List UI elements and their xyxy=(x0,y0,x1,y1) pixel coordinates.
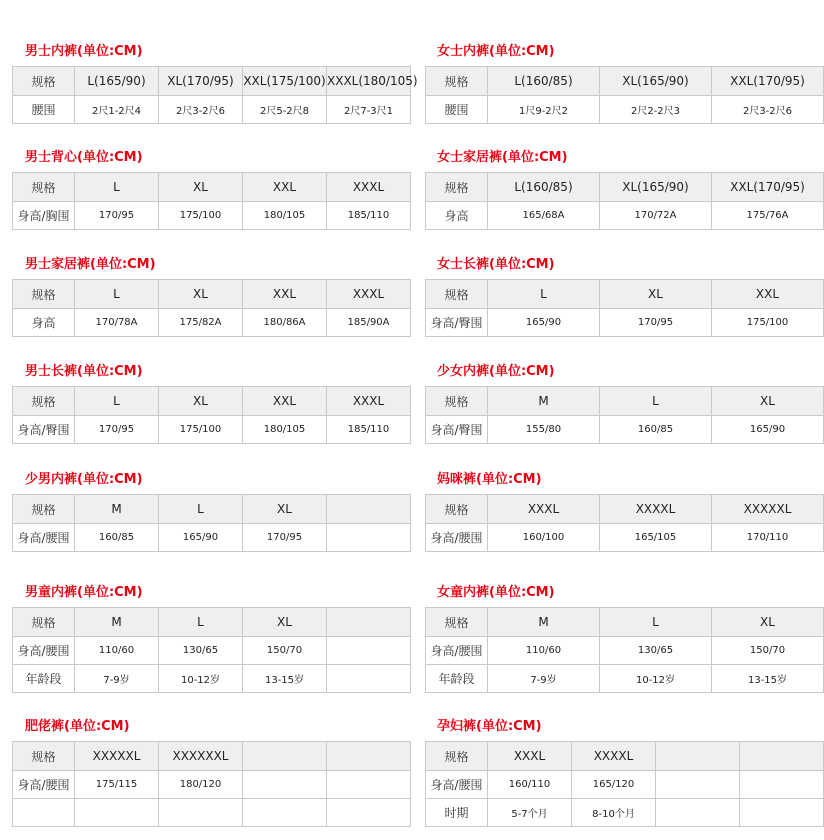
row-label-cell: 规格 xyxy=(426,608,488,637)
table-cell xyxy=(656,799,740,827)
size-header-cell: XXL(170/95) xyxy=(712,67,824,96)
table-cell xyxy=(656,771,740,799)
row-label-cell: 腰围 xyxy=(13,96,75,124)
row-label-cell: 身高/腰围 xyxy=(13,524,75,552)
table-row xyxy=(426,637,824,665)
table-cell: 170/95 xyxy=(600,309,712,337)
size-header-cell: XL xyxy=(243,608,327,637)
table-row xyxy=(426,665,824,693)
table-cell xyxy=(243,799,327,827)
table-row xyxy=(13,96,411,124)
table-row xyxy=(13,771,411,799)
table-cell: 180/105 xyxy=(243,202,327,230)
size-header-cell xyxy=(327,742,411,771)
table-cell: 170/95 xyxy=(243,524,327,552)
size-header-cell: XL xyxy=(600,280,712,309)
table-cell: 175/100 xyxy=(712,309,824,337)
table-header-row xyxy=(426,387,824,416)
size-header-cell xyxy=(327,608,411,637)
table-title: 男士家居裤(单位:CM) xyxy=(25,257,156,272)
row-label-cell: 规格 xyxy=(13,608,75,637)
size-table xyxy=(425,607,824,693)
table-title: 男士内裤(单位:CM) xyxy=(25,44,143,59)
table-cell: 165/105 xyxy=(600,524,712,552)
table-title: 男士长裤(单位:CM) xyxy=(25,364,143,379)
row-label-cell: 规格 xyxy=(426,742,488,771)
table-row xyxy=(13,202,411,230)
size-header-cell: L xyxy=(75,387,159,416)
size-header-cell: XXXL xyxy=(488,742,572,771)
table-title: 妈咪裤(单位:CM) xyxy=(437,472,542,487)
table-cell: 1尺9-2尺2 xyxy=(488,96,600,124)
table-cell: 130/65 xyxy=(159,637,243,665)
table-header-row xyxy=(13,495,411,524)
table-row xyxy=(13,524,411,552)
size-header-cell xyxy=(243,742,327,771)
size-header-cell: XXL xyxy=(243,280,327,309)
table-cell xyxy=(243,771,327,799)
table-cell: 13-15岁 xyxy=(712,665,824,693)
table-row xyxy=(426,309,824,337)
table-header-row xyxy=(13,387,411,416)
size-header-cell: XL(165/90) xyxy=(600,67,712,96)
table-title: 肥佬裤(单位:CM) xyxy=(25,719,130,734)
row-label-cell: 腰围 xyxy=(426,96,488,124)
size-header-cell: XXXL(180/105) xyxy=(327,67,411,96)
size-header-cell: XXXL xyxy=(327,280,411,309)
table-cell: 165/68A xyxy=(488,202,600,230)
size-header-cell xyxy=(327,495,411,524)
row-label-cell: 年龄段 xyxy=(13,665,75,693)
table-cell: 185/110 xyxy=(327,202,411,230)
size-table-block xyxy=(12,583,410,693)
size-table-block xyxy=(425,470,823,552)
row-label-cell: 身高 xyxy=(426,202,488,230)
table-title: 女士家居裤(单位:CM) xyxy=(437,150,568,165)
size-table-block xyxy=(12,717,410,827)
size-header-cell xyxy=(740,742,824,771)
table-cell: 150/70 xyxy=(243,637,327,665)
table-row xyxy=(13,799,411,827)
size-header-cell: XL xyxy=(159,387,243,416)
table-row xyxy=(13,309,411,337)
size-table xyxy=(425,494,824,552)
size-table xyxy=(12,279,411,337)
table-title: 女士内裤(单位:CM) xyxy=(437,44,555,59)
size-header-cell: L xyxy=(75,173,159,202)
table-cell: 160/85 xyxy=(75,524,159,552)
table-cell: 150/70 xyxy=(712,637,824,665)
table-cell: 180/105 xyxy=(243,416,327,444)
size-header-cell: XXXXXL xyxy=(712,495,824,524)
table-cell: 165/90 xyxy=(159,524,243,552)
row-label-cell: 身高/腰围 xyxy=(426,524,488,552)
size-header-cell: XXXL xyxy=(488,495,600,524)
row-label-cell: 规格 xyxy=(13,387,75,416)
row-label-cell: 身高/腰围 xyxy=(426,771,488,799)
table-cell xyxy=(75,799,159,827)
size-header-cell: XXXXXXL xyxy=(159,742,243,771)
size-header-cell: XXXL xyxy=(327,387,411,416)
size-header-cell xyxy=(656,742,740,771)
row-label-cell: 规格 xyxy=(426,67,488,96)
table-cell: 7-9岁 xyxy=(488,665,600,693)
size-header-cell: L xyxy=(75,280,159,309)
table-cell: 170/95 xyxy=(75,202,159,230)
row-label-cell: 身高/腰围 xyxy=(13,637,75,665)
row-label-cell: 规格 xyxy=(13,67,75,96)
table-cell: 110/60 xyxy=(488,637,600,665)
table-row xyxy=(13,637,411,665)
row-label-cell: 规格 xyxy=(426,173,488,202)
table-cell: 2尺5-2尺8 xyxy=(243,96,327,124)
table-cell xyxy=(327,771,411,799)
table-row xyxy=(13,416,411,444)
table-cell: 110/60 xyxy=(75,637,159,665)
table-header-row xyxy=(13,173,411,202)
table-header-row xyxy=(426,173,824,202)
table-cell xyxy=(327,665,411,693)
table-cell xyxy=(740,799,824,827)
size-header-cell: L xyxy=(488,280,600,309)
size-table xyxy=(425,66,824,124)
size-table xyxy=(12,66,418,124)
table-cell: 160/85 xyxy=(600,416,712,444)
table-cell: 130/65 xyxy=(600,637,712,665)
row-label-cell: 时期 xyxy=(426,799,488,827)
row-label-cell: 身高/腰围 xyxy=(426,637,488,665)
table-cell: 175/115 xyxy=(75,771,159,799)
size-header-cell: XXXXXL xyxy=(75,742,159,771)
table-cell: 165/90 xyxy=(488,309,600,337)
size-header-cell: M xyxy=(488,387,600,416)
size-header-cell: M xyxy=(75,608,159,637)
table-header-row xyxy=(426,67,824,96)
table-header-row xyxy=(13,67,411,96)
size-table-block xyxy=(12,470,410,552)
size-header-cell: XL xyxy=(712,387,824,416)
size-header-cell: XXXL xyxy=(327,173,411,202)
size-header-cell: L xyxy=(600,608,712,637)
table-cell: 170/78A xyxy=(75,309,159,337)
table-title: 男童内裤(单位:CM) xyxy=(25,585,143,600)
size-header-cell: L(160/85) xyxy=(488,173,600,202)
table-cell: 175/76A xyxy=(712,202,824,230)
table-cell: 175/82A xyxy=(159,309,243,337)
size-header-cell: XL xyxy=(243,495,327,524)
size-table-block xyxy=(12,42,418,124)
table-title: 女童内裤(单位:CM) xyxy=(437,585,555,600)
table-row xyxy=(426,771,824,799)
size-header-cell: XL(170/95) xyxy=(159,67,243,96)
row-label-cell xyxy=(13,799,75,827)
size-header-cell: M xyxy=(75,495,159,524)
table-cell: 7-9岁 xyxy=(75,665,159,693)
table-cell: 165/90 xyxy=(712,416,824,444)
table-cell: 160/110 xyxy=(488,771,572,799)
table-header-row xyxy=(426,608,824,637)
row-label-cell: 规格 xyxy=(426,280,488,309)
row-label-cell: 规格 xyxy=(13,173,75,202)
size-header-cell: L xyxy=(159,608,243,637)
table-cell: 8-10个月 xyxy=(572,799,656,827)
row-label-cell: 规格 xyxy=(13,280,75,309)
table-title: 少女内裤(单位:CM) xyxy=(437,364,555,379)
size-table xyxy=(425,279,824,337)
table-cell: 185/110 xyxy=(327,416,411,444)
row-label-cell: 身高 xyxy=(13,309,75,337)
table-cell: 2尺7-3尺1 xyxy=(327,96,411,124)
table-header-row xyxy=(426,280,824,309)
size-header-cell: XXL(175/100) xyxy=(243,67,327,96)
size-header-cell: XXXXL xyxy=(600,495,712,524)
table-row xyxy=(426,96,824,124)
size-table xyxy=(425,741,824,827)
size-header-cell: L(165/90) xyxy=(75,67,159,96)
size-header-cell: L(160/85) xyxy=(488,67,600,96)
table-cell: 175/100 xyxy=(159,416,243,444)
table-cell: 185/90A xyxy=(327,309,411,337)
size-table-block xyxy=(425,42,823,124)
size-header-cell: XXL xyxy=(243,173,327,202)
table-cell: 2尺3-2尺6 xyxy=(159,96,243,124)
table-cell: 180/86A xyxy=(243,309,327,337)
table-cell: 180/120 xyxy=(159,771,243,799)
size-header-cell: XXL(170/95) xyxy=(712,173,824,202)
table-cell xyxy=(327,799,411,827)
size-table xyxy=(12,386,411,444)
row-label-cell: 身高/胸围 xyxy=(13,202,75,230)
row-label-cell: 身高/臀围 xyxy=(13,416,75,444)
table-row xyxy=(426,524,824,552)
size-table xyxy=(12,607,411,693)
size-header-cell: XXL xyxy=(243,387,327,416)
size-table-block xyxy=(12,255,410,337)
size-header-cell: L xyxy=(600,387,712,416)
size-header-cell: L xyxy=(159,495,243,524)
row-label-cell: 身高/臀围 xyxy=(426,309,488,337)
row-label-cell: 规格 xyxy=(13,495,75,524)
table-header-row xyxy=(426,742,824,771)
table-title: 男士背心(单位:CM) xyxy=(25,150,143,165)
table-cell xyxy=(327,637,411,665)
table-cell: 10-12岁 xyxy=(600,665,712,693)
size-table-block xyxy=(425,148,823,230)
size-header-cell: XXL xyxy=(712,280,824,309)
size-header-cell: XL xyxy=(159,173,243,202)
table-cell: 2尺3-2尺6 xyxy=(712,96,824,124)
table-cell xyxy=(740,771,824,799)
table-header-row xyxy=(13,608,411,637)
table-cell: 10-12岁 xyxy=(159,665,243,693)
size-table-block xyxy=(425,255,823,337)
row-label-cell: 规格 xyxy=(426,387,488,416)
table-cell: 13-15岁 xyxy=(243,665,327,693)
table-header-row xyxy=(13,280,411,309)
table-cell: 170/72A xyxy=(600,202,712,230)
size-table xyxy=(12,741,411,827)
table-row xyxy=(426,416,824,444)
size-table xyxy=(425,386,824,444)
table-cell: 5-7个月 xyxy=(488,799,572,827)
table-cell: 2尺2-2尺3 xyxy=(600,96,712,124)
size-table xyxy=(12,494,411,552)
table-title: 孕妇裤(单位:CM) xyxy=(437,719,542,734)
row-label-cell: 身高/臀围 xyxy=(426,416,488,444)
table-header-row xyxy=(426,495,824,524)
table-cell: 2尺1-2尺4 xyxy=(75,96,159,124)
size-header-cell: XL xyxy=(712,608,824,637)
row-label-cell: 规格 xyxy=(426,495,488,524)
table-cell: 170/95 xyxy=(75,416,159,444)
table-cell xyxy=(327,524,411,552)
size-table-block xyxy=(425,583,823,693)
size-header-cell: M xyxy=(488,608,600,637)
table-cell: 165/120 xyxy=(572,771,656,799)
table-title: 少男内裤(单位:CM) xyxy=(25,472,143,487)
size-header-cell: XL(165/90) xyxy=(600,173,712,202)
table-row xyxy=(426,799,824,827)
row-label-cell: 年龄段 xyxy=(426,665,488,693)
size-table-block xyxy=(12,362,410,444)
size-table-block xyxy=(12,148,410,230)
size-table xyxy=(425,172,824,230)
table-title: 女士长裤(单位:CM) xyxy=(437,257,555,272)
table-row xyxy=(426,202,824,230)
table-cell: 175/100 xyxy=(159,202,243,230)
size-header-cell: XXXXL xyxy=(572,742,656,771)
table-row xyxy=(13,665,411,693)
table-cell: 155/80 xyxy=(488,416,600,444)
table-cell: 170/110 xyxy=(712,524,824,552)
size-header-cell: XL xyxy=(159,280,243,309)
size-table-block xyxy=(425,717,823,827)
row-label-cell: 规格 xyxy=(13,742,75,771)
row-label-cell: 身高/腰围 xyxy=(13,771,75,799)
table-cell: 160/100 xyxy=(488,524,600,552)
size-table xyxy=(12,172,411,230)
table-header-row xyxy=(13,742,411,771)
table-cell xyxy=(159,799,243,827)
size-table-block xyxy=(425,362,823,444)
